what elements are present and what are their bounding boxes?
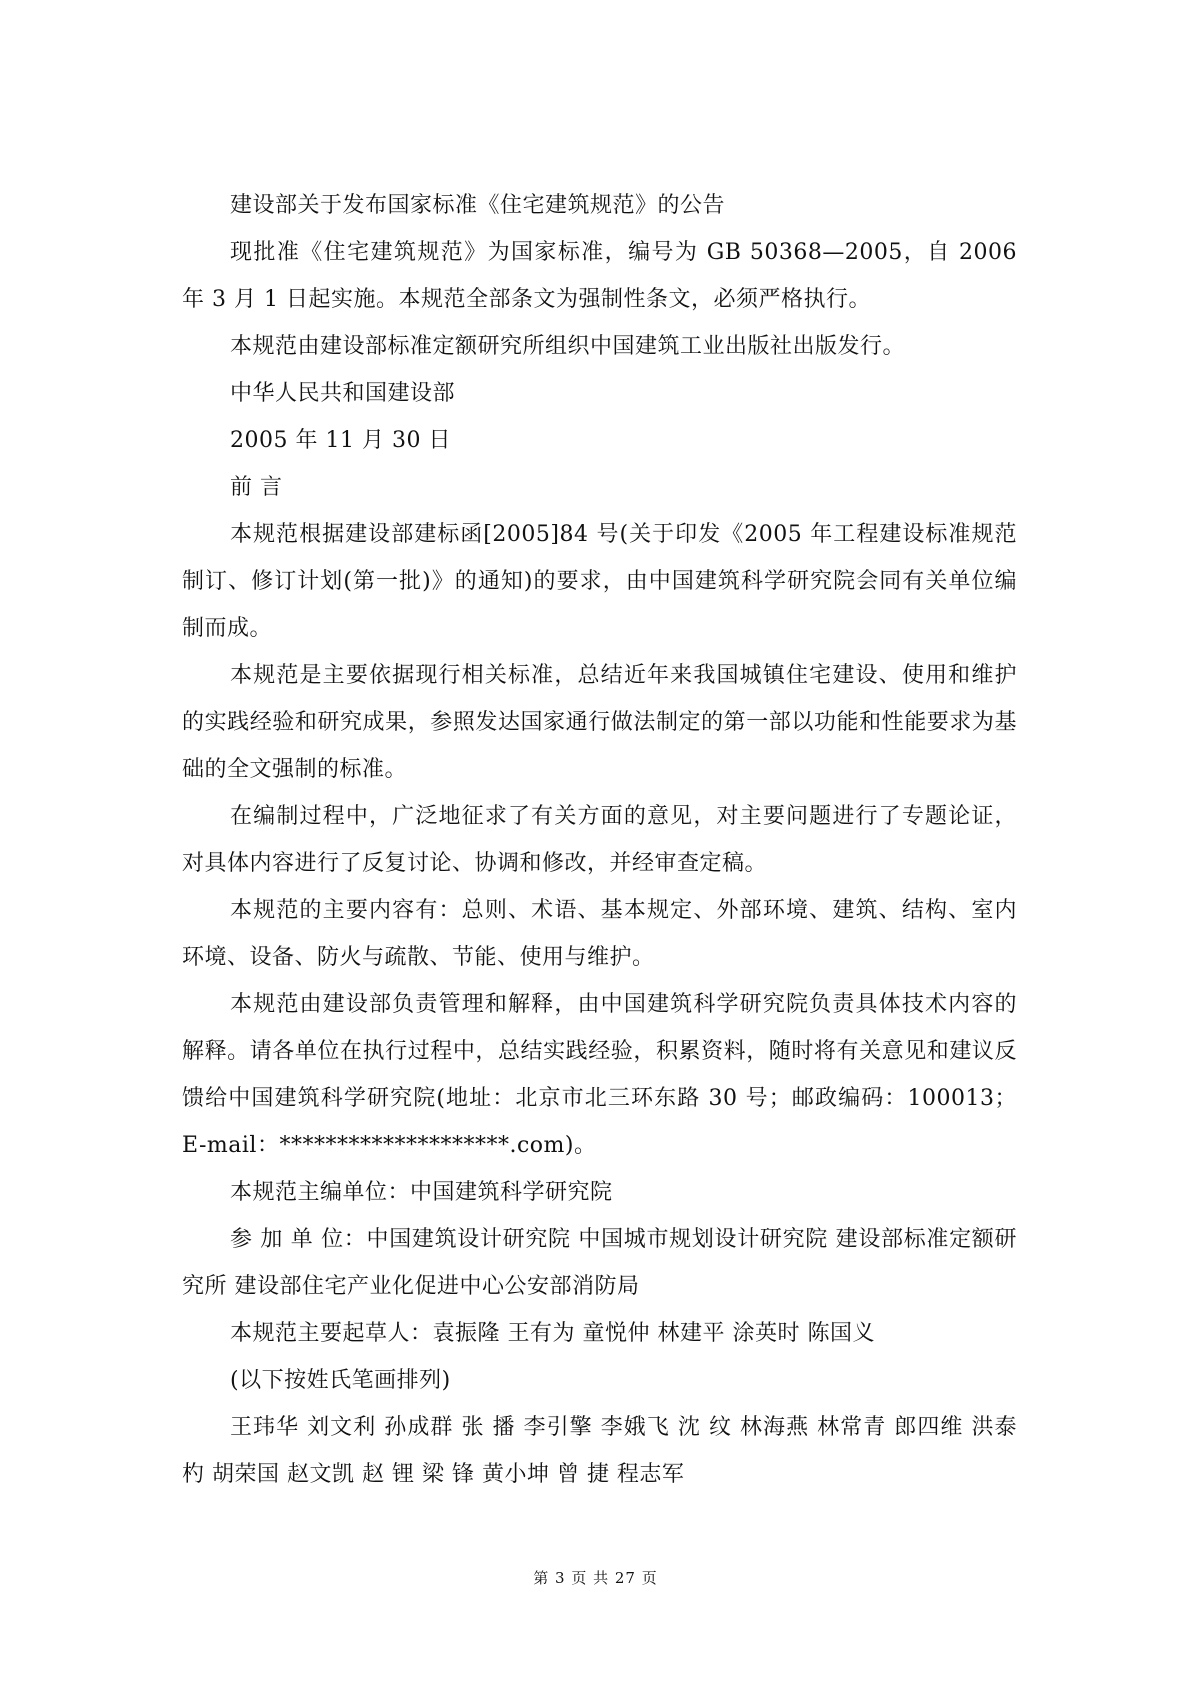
page-number-footer: 第 3 页 共 27 页 bbox=[533, 1569, 658, 1587]
announcement-title: 建设部关于发布国家标准《住宅建筑规范》的公告 bbox=[230, 193, 726, 218]
preface-management-paragraph: 本规范由建设部负责管理和解释，由中国建筑科学研究院负责具体技术内容的解释。请各单位在执行过程中，总结实践经验，积累资料，随时将有关意见和建议反馈给中国建筑科学研究院(地址：北京市北三环东路 30 号；邮政编码：100013；E-mail：********************.com)。 bbox=[182, 992, 1017, 1158]
document-body bbox=[182, 182, 1025, 1498]
preface-contents-paragraph: 本规范的主要内容有：总则、术语、基本规定、外部环境、建筑、结构、室内环境、设备、防火与疏散、节能、使用与维护。 bbox=[182, 898, 1017, 970]
ordering-note: (以下按姓氏笔画排列) bbox=[230, 1368, 451, 1393]
other-drafters: 王玮华 刘文利 孙成群 张 播 李引擎 李娥飞 沈 纹 林海燕 林常青 郎四维 洪泰杓 胡荣国 赵文凯 赵 锂 梁 锋 黄小坤 曾 捷 程志军 bbox=[182, 1415, 1017, 1487]
preface-summary-paragraph: 本规范是主要依据现行相关标准，总结近年来我国城镇住宅建设、使用和维护的实践经验和研究成果，参照发达国家通行做法制定的第一部以功能和性能要求为基础的全文强制的标准。 bbox=[182, 663, 1017, 782]
chief-editor-unit: 本规范主编单位：中国建筑科学研究院 bbox=[230, 1180, 613, 1205]
issuing-authority: 中华人民共和国建设部 bbox=[230, 381, 456, 406]
issue-date: 2005 年 11 月 30 日 bbox=[230, 428, 451, 453]
preface-process-paragraph: 在编制过程中，广泛地征求了有关方面的意见，对主要问题进行了专题论证，对具体内容进行了反复讨论、协调和修改，并经审查定稿。 bbox=[182, 804, 1017, 876]
preface-basis-paragraph: 本规范根据建设部建标函[2005]84 号(关于印发《2005 年工程建设标准规范制订、修订计划(第一批)》的通知)的要求，由中国建筑科学研究院会同有关单位编制而成。 bbox=[182, 522, 1017, 641]
participating-units: 参 加 单 位：中国建筑设计研究院 中国城市规划设计研究院 建设部标准定额研究所 建设部住宅产业化促进中心公安部消防局 bbox=[182, 1227, 1017, 1299]
main-drafters: 本规范主要起草人：袁振隆 王有为 童悦仲 林建平 涂英时 陈国义 bbox=[230, 1321, 875, 1346]
announcement-approval-paragraph: 现批准《住宅建筑规范》为国家标准，编号为 GB 50368—2005，自 2006 年 3 月 1 日起实施。本规范全部条文为强制性条文，必须严格执行。 bbox=[182, 240, 1025, 312]
announcement-publisher-paragraph: 本规范由建设部标准定额研究所组织中国建筑工业出版社出版发行。 bbox=[230, 334, 906, 359]
preface-heading: 前 言 bbox=[230, 475, 283, 500]
